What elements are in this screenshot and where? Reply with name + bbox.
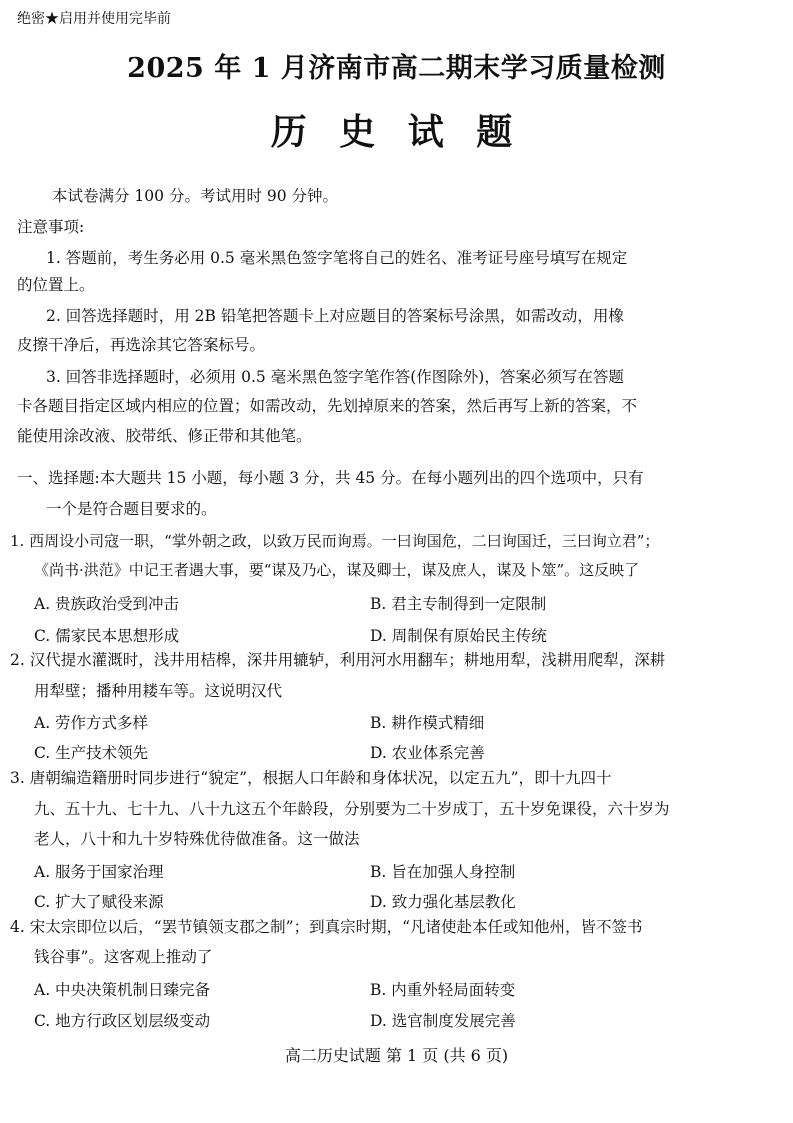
q1-stem-line-1: 1. 西周设小司寇一职，“掌外朝之政，以致万民而询焉。一曰询国危，二曰询国迁，三曰询立君”； [10, 532, 660, 550]
secret-mark: 绝密★启用并使用完毕前 [17, 11, 171, 27]
q4-stem-line-2: 钱谷事”。这客观上推动了 [34, 948, 213, 966]
q2-stem-line-2: 用犁壁；播种用耧车等。这说明汉代 [34, 682, 283, 700]
q1-option-a: A. 贵族政治受到冲击 [34, 595, 180, 613]
notice-1-line-2: 的位置上。 [17, 276, 95, 294]
q4-option-c: C. 地方行政区划层级变动 [34, 1012, 211, 1030]
exam-title: 2025 年 1 月济南市高二期末学习质量检测 [127, 53, 666, 84]
q1-option-b: B. 君主专制得到一定限制 [370, 595, 547, 613]
q3-stem-line-2: 九、五十九、七十九、八十九这五个年龄段，分别要为二十岁成丁，五十岁免课役，六十岁为 [34, 800, 670, 818]
q3-option-a: A. 服务于国家治理 [34, 863, 164, 881]
q4-option-d: D. 选官制度发展完善 [370, 1012, 516, 1030]
q3-option-b: B. 旨在加强人身控制 [370, 863, 516, 881]
notice-3-line-2: 卡各题目指定区域内相应的位置；如需改动，先划掉原来的答案，然后再写上新的答案，不 [17, 397, 638, 415]
q1-option-c: C. 儒家民本思想形成 [34, 627, 180, 645]
intro-text: 本试卷满分 100 分。考试用时 90 分钟。 [52, 187, 339, 205]
q2-stem-line-1: 2. 汉代提水灌溉时，浅井用桔槔，深井用辘轳，利用河水用翻车；耕地用犁，浅耕用爬犁，深耕 [10, 651, 666, 669]
q2-option-d: D. 农业体系完善 [370, 744, 485, 762]
q1-option-d: D. 周制保有原始民主传统 [370, 627, 547, 645]
q3-option-c: C. 扩大了赋役来源 [34, 893, 164, 911]
page-footer: 高二历史试题 第 1 页 (共 6 页) [284, 1046, 509, 1065]
notice-title: 注意事项: [17, 218, 85, 236]
notice-2-line-1: 2. 回答选择题时，用 2B 铅笔把答题卡上对应题目的答案标号涂黑，如需改动，用橡 [46, 307, 624, 325]
q3-stem-line-1: 3. 唐朝编造籍册时同步进行“貌定”，根据人口年龄和身体状况，以定五九”，即十九四十 [10, 769, 612, 787]
q2-option-b: B. 耕作模式精细 [370, 714, 485, 732]
q4-option-b: B. 内重外轻局面转变 [370, 981, 516, 999]
notice-1-line-1: 1. 答题前，考生务必用 0.5 毫米黑色签字笔将自己的姓名、准考证号座号填写在规定 [46, 249, 628, 267]
q1-stem-line-2: 《尚书·洪范》中记王者遇大事，要“谋及乃心，谋及卿士，谋及庶人，谋及卜筮”。这反映了 [34, 561, 640, 579]
q2-option-c: C. 生产技术领先 [34, 744, 149, 762]
q3-stem-line-3: 老人，八十和九十岁特殊优待做准备。这一做法 [34, 830, 360, 848]
section-heading-line-2: 一个是符合题目要求的。 [46, 500, 217, 518]
section-heading-line-1: 一、选择题:本大题共 15 小题，每小题 3 分，共 45 分。在每小题列出的四个选项中，只有 [17, 469, 644, 487]
notice-3-line-1: 3. 回答非选择题时，必须用 0.5 毫米黑色签字笔作答(作图除外)，答案必须写在答题 [46, 368, 624, 386]
q4-stem-line-1: 4. 宋太宗即位以后，“罢节镇领支郡之制”；到真宗时期，“凡诸使赴本任或知他州，皆不签书 [10, 918, 643, 936]
q2-option-a: A. 劳作方式多样 [34, 714, 149, 732]
notice-2-line-2: 皮擦干净后，再选涂其它答案标号。 [17, 336, 266, 354]
q4-option-a: A. 中央决策机制日臻完备 [34, 981, 211, 999]
q3-option-d: D. 致力强化基层教化 [370, 893, 516, 911]
notice-3-line-3: 能使用涂改液、胶带纸、修正带和其他笔。 [17, 427, 312, 445]
subject-title: 历 史 试 题 [270, 111, 523, 153]
